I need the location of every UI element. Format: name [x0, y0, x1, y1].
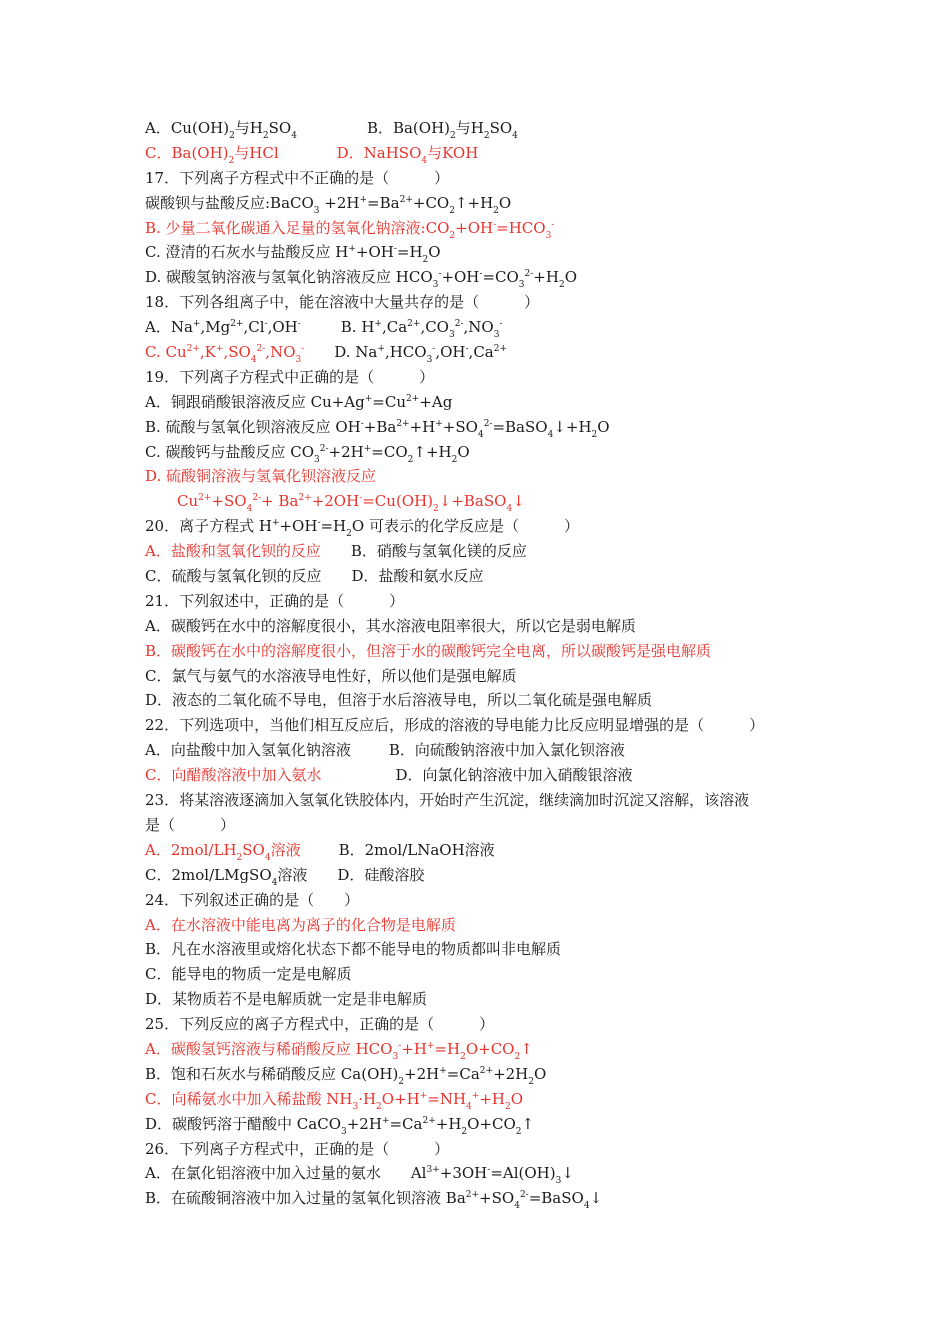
- text-line-l39: B．饱和石灰水与稀硝酸反应 $Ca(OH)_2+2H^+=Ca^{2+}+2H_2O$: [145, 1064, 547, 1087]
- text-line-l25: 22．下列选项中，当他们相互反应后，形成的溶液的导电能力比反应明显增强的是（ ）: [145, 716, 765, 735]
- text-line-l37: 25．下列反应的离子方程式中，正确的是（ ）: [145, 1015, 495, 1034]
- text-line-l35: C．能导电的物质一定是电解质: [145, 965, 352, 984]
- text-line-l41: D．碳酸钙溶于醋酸中 $CaCO_3+2H^+=Ca^{2+}+H_2O+CO_2↑$: [145, 1114, 535, 1137]
- text-line-l38: A．碳酸氢钙溶液与稀硝酸反应 $HCO_3^-+H^+=H_2O+CO_2↑$: [145, 1039, 533, 1062]
- text-line-l34: B．凡在水溶液里或熔化状态下都不能导电的物质都叫非电解质: [145, 940, 562, 959]
- text-line-l36: D．某物质若不是电解质就一定是非电解质: [145, 990, 428, 1009]
- text-line-l19: C．硫酸与氢氧化钡的反应 D．盐酸和氨水反应: [145, 567, 484, 586]
- text-line-l26: A．向盐酸中加入氢氧化钠溶液 B．向硫酸钠溶液中加入氯化钡溶液: [145, 741, 625, 760]
- text-line-l32: 24．下列叙述正确的是（ ）: [145, 890, 360, 909]
- text-line-l11: 19．下列离子方程式中正确的是（ ）: [145, 367, 435, 386]
- text-line-l18: A．盐酸和氢氧化钡的反应 B．硝酸与氢氧化镁的反应: [145, 542, 527, 561]
- text-line-l40: C．向稀氨水中加入稀盐酸 $NH_3\cdot H_2O+H^+=NH_4^++H_2O$: [145, 1089, 524, 1112]
- text-line-l01: A．$Cu(OH)_2$与$H_2SO_4$ B．$Ba(OH)_2$与$H_2SO_4$: [145, 119, 518, 141]
- text-line-l22: B．碳酸钙在水中的溶解度很小，但溶于水的碳酸钙完全电离，所以碳酸钙是强电解质: [145, 641, 712, 660]
- text-line-l08: 18．下列各组离子中，能在溶液中大量共存的是（ ）: [145, 293, 540, 312]
- text-line-l23: C．氯气与氨气的水溶液导电性好，所以他们是强电解质: [145, 666, 517, 685]
- text-line-l31: C．2mol/LMgSO$_4$溶液 D．硅酸溶胶: [145, 865, 425, 888]
- text-line-l33: A．在水溶液中能电离为离子的化合物是电解质: [145, 915, 456, 934]
- question-list: [145, 116, 825, 1211]
- text-line-l14: C. 碳酸钙与盐酸反应 $CO_3^{2-}+2H^+=CO_2↑+H_2O$: [145, 442, 470, 465]
- text-line-l27: C．向醋酸溶液中加入氨水 D．向氯化钠溶液中加入硝酸银溶液: [145, 766, 633, 785]
- text-line-l20: 21．下列叙述中，正确的是（ ）: [145, 591, 405, 610]
- text-line-l05: B. 少量二氧化碳通入足量的氢氧化钠溶液$:CO_2+OH^-=HCO_3^-$: [145, 218, 555, 241]
- text-line-l16: $Cu^{2+}+SO_4^{2-}+$ $Ba^{2+}+2OH^-=Cu(OH)_2↓+BaSO_4↓$: [177, 492, 525, 515]
- text-line-l12: A．铜跟硝酸银溶液反应 $Cu+Ag^+=Cu^{2+}+Ag$: [145, 392, 453, 411]
- text-line-l02: C．$Ba(OH)_2$与HCl D．NaHSO$_4$与KOH: [145, 143, 479, 166]
- text-line-l03: 17．下列离子方程式中不正确的是（ ）: [145, 168, 450, 187]
- text-line-l10: C. $Cu^{2+},K^+,SO_4^{2-},NO_3^-$ D. $Na^+,HCO_3^-,OH^-,Ca^{2+}$: [145, 343, 508, 366]
- text-line-l17: 20．离子方程式 $H^++OH^-=H_2O$ 可表示的化学反应是（ ）: [145, 517, 579, 540]
- text-line-l42: 26．下列离子方程式中，正确的是（ ）: [145, 1139, 450, 1158]
- text-line-l09: A．$Na^+,Mg^{2+},Cl^-,OH^-$ B. $H^+,Ca^{2+},CO_3^{2-},NO_3^-$: [145, 318, 503, 341]
- text-line-l07: D. 碳酸氢钠溶液与氢氧化钠溶液反应 $HCO_3^-+OH^-=CO_3^{2-}+H_2O$: [145, 268, 577, 291]
- text-line-l30: A．$2mol/LH_2SO_4$溶液 B．2mol/LNaOH溶液: [145, 840, 495, 863]
- text-line-l15: D. 硫酸铜溶液与氢氧化钡溶液反应: [145, 467, 377, 486]
- text-line-l21: A．碳酸钙在水中的溶解度很小，其水溶液电阻率很大，所以它是弱电解质: [145, 616, 636, 635]
- text-line-l04: 碳酸钡与盐酸反应:BaCO$_3$ $+2H^+=Ba^{2+}+CO_2↑+H_2O$: [145, 193, 512, 216]
- text-line-l44: B．在硫酸铜溶液中加入过量的氢氧化钡溶液 $Ba^{2+}+SO_4^{2-}=BaSO_4↓$: [145, 1189, 603, 1212]
- text-line-l13: B. 硫酸与氢氧化钡溶液反应 $OH^-+Ba^{2+}+H^++SO_4^{2-}=BaSO_4↓+H_2O$: [145, 417, 610, 440]
- text-line-l24: D．液态的二氧化硫不导电，但溶于水后溶液导电，所以二氧化硫是强电解质: [145, 691, 653, 710]
- text-line-l43: A．在氯化铝溶液中加入过量的氨水 $Al^{3+}+3OH^-=Al(OH)_3↓$: [145, 1164, 574, 1187]
- text-line-l29: 是（ ）: [145, 815, 236, 834]
- text-line-l06: C. 澄清的石灰水与盐酸反应 $H^++OH^-=H_2O$: [145, 243, 441, 266]
- text-line-l28: 23．将某溶液逐滴加入氢氧化铁胶体内，开始时产生沉淀，继续滴加时沉淀又溶解，该溶液: [145, 791, 750, 810]
